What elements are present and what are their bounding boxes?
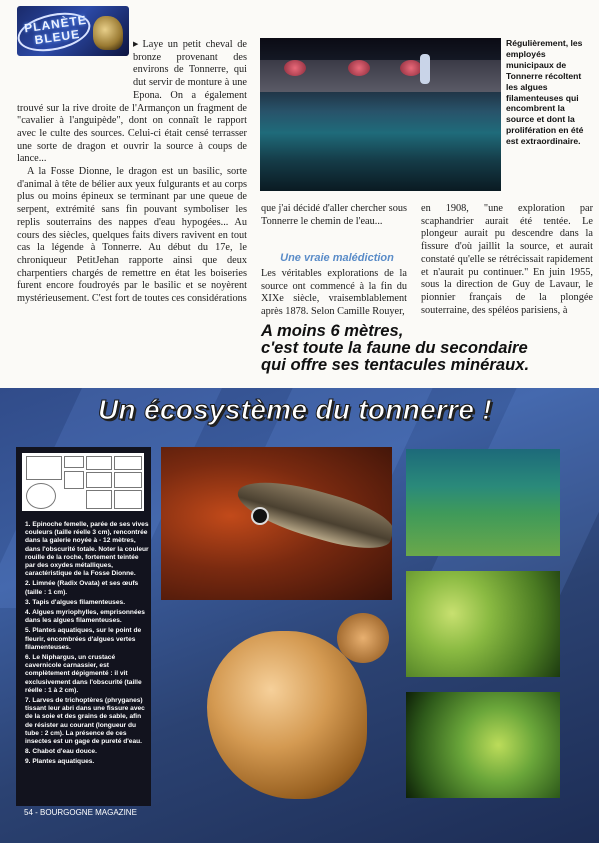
legend-item: 8. Chabot d'eau douce. [25,748,97,756]
legend-item: 9. Plantes aquatiques. [25,758,95,766]
left-paragraph-1 [17,38,247,166]
snail-shell-tip [337,613,389,663]
pull-quote: A moins 6 mètres, c'est toute la faune du secondaire qui offre ses tentacules minéraux. [261,321,530,374]
myriophyll-algae-photo [406,571,560,677]
snail-shell [207,631,367,799]
legend-item: 1. Epinoche femelle, parée de ses vives couleurs (taille réelle 3 cm), rencontrée dans la galerie noyée à - 12 mètres, dans l'obscurité totale. Noter la couleur rouille de la roche, fortement teintée par des oxydes métalliques, caractéristique de la Fosse Dionne. [25,521,149,578]
legend-panel [16,447,151,806]
algae-carpet-photo [406,449,560,556]
legend-item: 6. Le Niphargus, un crustacé cavernicole carnassier, est complètement dépigmenté : il vit exclusivement dans l'obscurité (taille réelle : 1 à 2 cm). [25,654,142,694]
middle-column-top: que j'ai décidé d'aller chercher sous Tonnerre le chemin de l'eau... [261,203,407,227]
left-paragraph-2: A la Fosse Dionne, le dragon est un basilic, sorte d'animal à tête de bélier aux yeux fulgurants et au corps plus ou moins épineux se terminant par une queue de serpent, extrémité sans fin pouvant symboliser les replis souterrains des nappes d'eau hypogées... Au cours des siècles, quelques faits divers ravivent en tout cas la légende à Tonnerre. Au début du 17e, le chroniqueur PetitJehan rapporte ainsi que deux charpentiers chargés de remettre en état les boiseries furent encore foudroyés par le basilic et se noyèrent mystérieusement. C'est fort de toutes ces considérations [17,166,247,305]
page-footer: 54 - BOURGOGNE MAGAZINE [24,808,137,817]
right-column: en 1908, "une exploration par scaphandrier aurait été tentée. Le plongeur aurait pu descendre dans la fissure d'où jaillit la source, et aurait constaté qu'elle se rétrécissait rapidement et n'aurait pu continuer." En juin 1955, sous la direction de Guy de Lavaur, le pionnier français de la plongée souterraine, des spéléos parisiens, à [421,203,593,316]
photo-caption: Régulièrement, les employés municipaux de Tonnerre récoltent les algues filamenteuses qui encombrent la source et dont la prolifération en été est extraordinaire. [506,38,584,147]
photo-layout-diagram [22,453,144,511]
photo-flowers-right [400,60,422,76]
aquatic-plants-photo [406,692,560,798]
legend-item: 3. Tapis d'algues filamenteuses. [25,598,126,606]
left-paragraph-1-text: Laye un petit cheval de bronze provenant des environs de Tonnerre, qui dut servir de monture à une Epona. On a également trouvé sur la rive droite de l'Armançon un fragment de "cavalier à l'anguipède", dont on connaît le rapport avec le culte des sources. Celui-ci était censé terrasser une sorte de dragon et ouvrir la source à coups de lance... [17,39,247,165]
subheading: Une vraie malédiction [280,252,394,264]
legend-item: 2. Limnée (Radix Ovata) et ses œufs (taille : 1 cm). [25,580,139,596]
legend-item: 7. Larves de trichoptères (phryganes) tissant leur abri dans une fissure avec de la soie et des grains de sable, afin de résister au courant (longueur du tube : 2 cm). La présence de ces insectes est un gage de pureté d'eau. [25,697,145,746]
middle-column-bottom: Les véritables explorations de la source ont commencé à la fin du XIXe siècle, vraisemblablement après 1878. Selon Camille Rouyer, [261,268,407,318]
stickleback-photo [161,447,392,600]
legend-item: 4. Algues myriophylles, emprisonnées dans les algues filamenteuses. [25,609,145,625]
logo-text: PLANÈTE BLEUE [23,12,88,49]
legend-item: 5. Plantes aquatiques, sur le point de fleurir, encombrées d'algues vertes filamenteuses. [25,627,142,651]
fish-eye [251,507,269,525]
photo-flowers-center [348,60,370,76]
snail-photo [177,613,395,806]
legend-text [25,521,150,769]
left-column [17,38,247,306]
section-title: Un écosystème du tonnerre ! [98,394,492,425]
photo-worker [420,54,430,84]
source-algae-photo [260,38,501,191]
photo-flowers-left [284,60,306,76]
